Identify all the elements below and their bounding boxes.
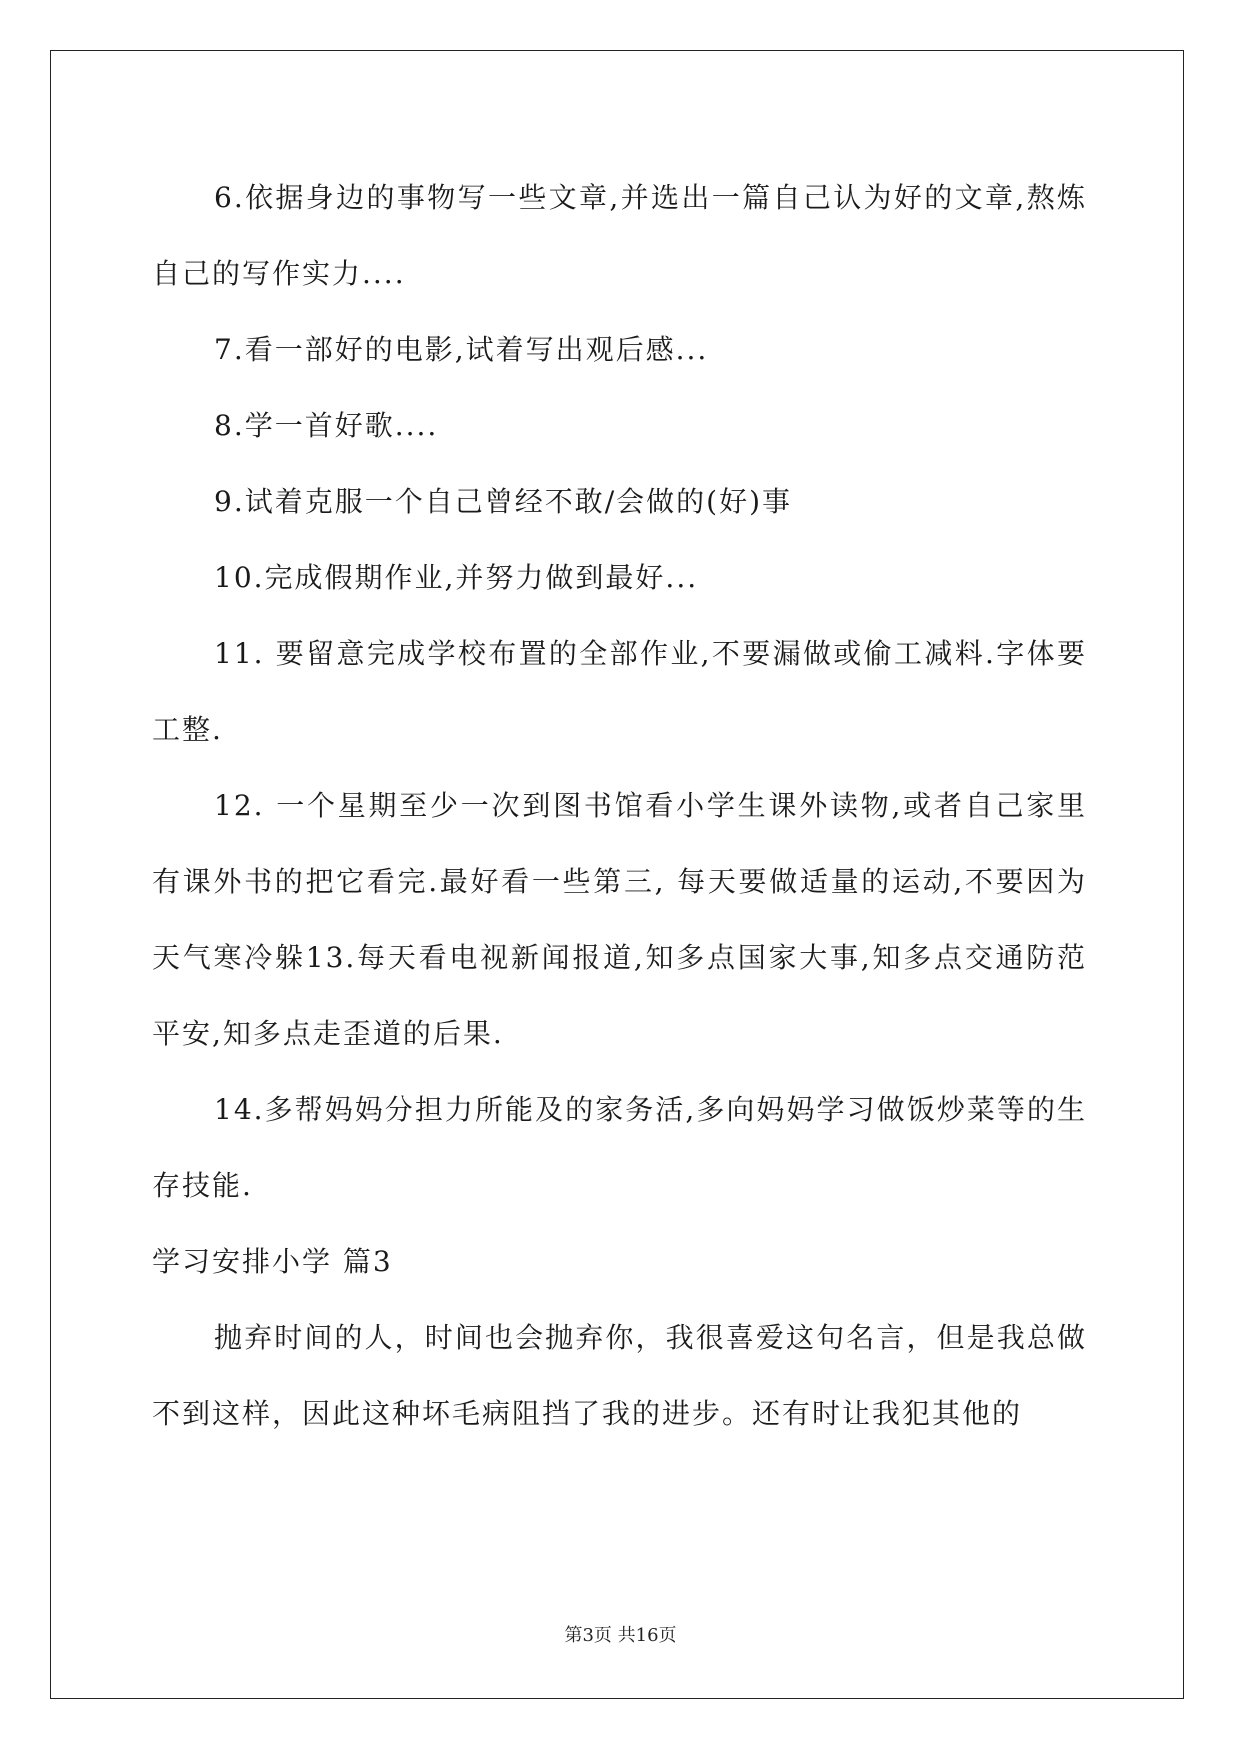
paragraph-item-6: 6.依据身边的事物写一些文章,并选出一篇自己认为好的文章,熬炼自己的写作实力.... <box>152 181 1087 290</box>
paragraph-item-8: 8.学一首好歌.... <box>214 409 439 442</box>
document-body <box>152 160 1087 1452</box>
paragraph-item-7: 7.看一部好的电影,试着写出观后感... <box>214 333 709 366</box>
paragraph-item-10: 10.完成假期作业,并努力做到最好... <box>214 561 699 594</box>
paragraph-item-11: 11. 要留意完成学校布置的全部作业,不要漏做或偷工减料.字体要工整. <box>152 637 1087 746</box>
paragraph-item-9: 9.试着克服一个自己曾经不敢/会做的(好)事 <box>214 485 792 518</box>
page-number-footer: 第3页 共16页 <box>564 1625 677 1646</box>
paragraph-item-14: 14.多帮妈妈分担力所能及的家务活,多向妈妈学习做饭炒菜等的生存技能. <box>152 1093 1087 1202</box>
section-paragraph: 抛弃时间的人，时间也会抛弃你，我很喜爱这句名言，但是我总做不到这样，因此这种坏毛病阻挡了我的进步。还有时让我犯其他的 <box>152 1321 1087 1430</box>
paragraph-item-12: 12. 一个星期至少一次到图书馆看小学生课外读物,或者自己家里有课外书的把它看完.最好看一些第三, 每天要做适量的运动,不要因为天气寒冷躲13.每天看电视新闻报道,知多点国家大事,知多点交通防范平安,知多点走歪道的后果. <box>152 789 1087 1050</box>
section-heading: 学习安排小学 篇3 <box>152 1245 393 1278</box>
